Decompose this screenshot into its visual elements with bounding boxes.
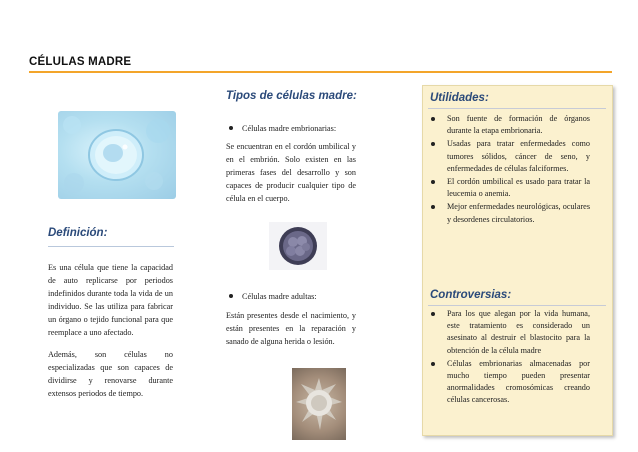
controversies-heading: Controversias: [430, 289, 512, 301]
title-divider [29, 71, 612, 73]
bullet-dot-icon [431, 142, 435, 146]
list-item: El cordón umbilical es usado para tratar la leucemia o anemia. [430, 176, 590, 200]
list-item: Usadas para tratar enfermedades como tumores sólidos, cáncer de seno, y enfermedades de células falciformes. [430, 138, 590, 175]
adult-bullet [229, 291, 317, 303]
bullet-dot-icon [431, 180, 435, 184]
list-item: Células embrionarias almacenadas por mucho tiempo pueden presentar anormalidades cromosómicas creando células cancerosas. [430, 358, 590, 407]
definition-heading: Definición: [48, 227, 108, 239]
uses-heading: Utilidades: [430, 92, 489, 104]
stem-cell-image [58, 111, 176, 199]
definition-paragraph: Además, son células no especializadas que son capaces de dividirse y renovarse durante extensos periodos de tiempo. [48, 350, 173, 398]
embryonic-bullet [229, 123, 336, 135]
adult-bullet-label: Células madre adultas: [242, 292, 317, 301]
adult-paragraph: Están presentes desde el nacimiento, y están presentes en la reparación y sanado de alguna herida o lesión. [226, 311, 356, 346]
embryonic-paragraph: Se encuentran en el cordón umbilical y en el embrión. Solo existen en las primeras fases del desarrollo y son capaces de producir cualquier tipo de célula en el cuerpo. [226, 142, 356, 203]
page-title: CÉLULAS MADRE [29, 56, 132, 68]
list-item: Son fuente de formación de órganos durante la etapa embrionaria. [430, 113, 590, 137]
bullet-dot-icon [431, 312, 435, 316]
uses-divider [428, 108, 606, 109]
adult-cell-illustration [292, 368, 346, 440]
uses-list [430, 113, 590, 227]
bullet-dot-icon [431, 205, 435, 209]
stem-cell-illustration [58, 111, 176, 199]
definition-divider [48, 246, 174, 247]
controversies-list [430, 308, 590, 408]
bullet-dot-icon [431, 362, 435, 366]
embryo-image [269, 222, 327, 270]
bullet-dot-icon [229, 294, 233, 298]
list-item: Mejor enfermedades neurológicas, oculares y desordenes circulatorios. [430, 201, 590, 225]
definition-paragraph: Es una célula que tiene la capacidad de auto replicarse por periodos indefinidos durante toda la vida de un individuo. Se las utiliza para fabricar un órgano o tejido funcional para que reemplace a uno afectado. [48, 263, 173, 337]
embryonic-bullet-label: Células madre embrionarias: [242, 124, 337, 133]
controversies-divider [428, 305, 606, 306]
bullet-dot-icon [229, 126, 233, 130]
adult-stem-cell-image [292, 368, 346, 440]
embryo-illustration [269, 222, 327, 270]
bullet-dot-icon [431, 117, 435, 121]
list-item: Para los que alegan por la vida humana, este tratamiento es considerado un asesinato al destruir el blastocito para la obtención de la célula madre [430, 308, 590, 357]
types-heading: Tipos de células madre: [226, 90, 357, 102]
